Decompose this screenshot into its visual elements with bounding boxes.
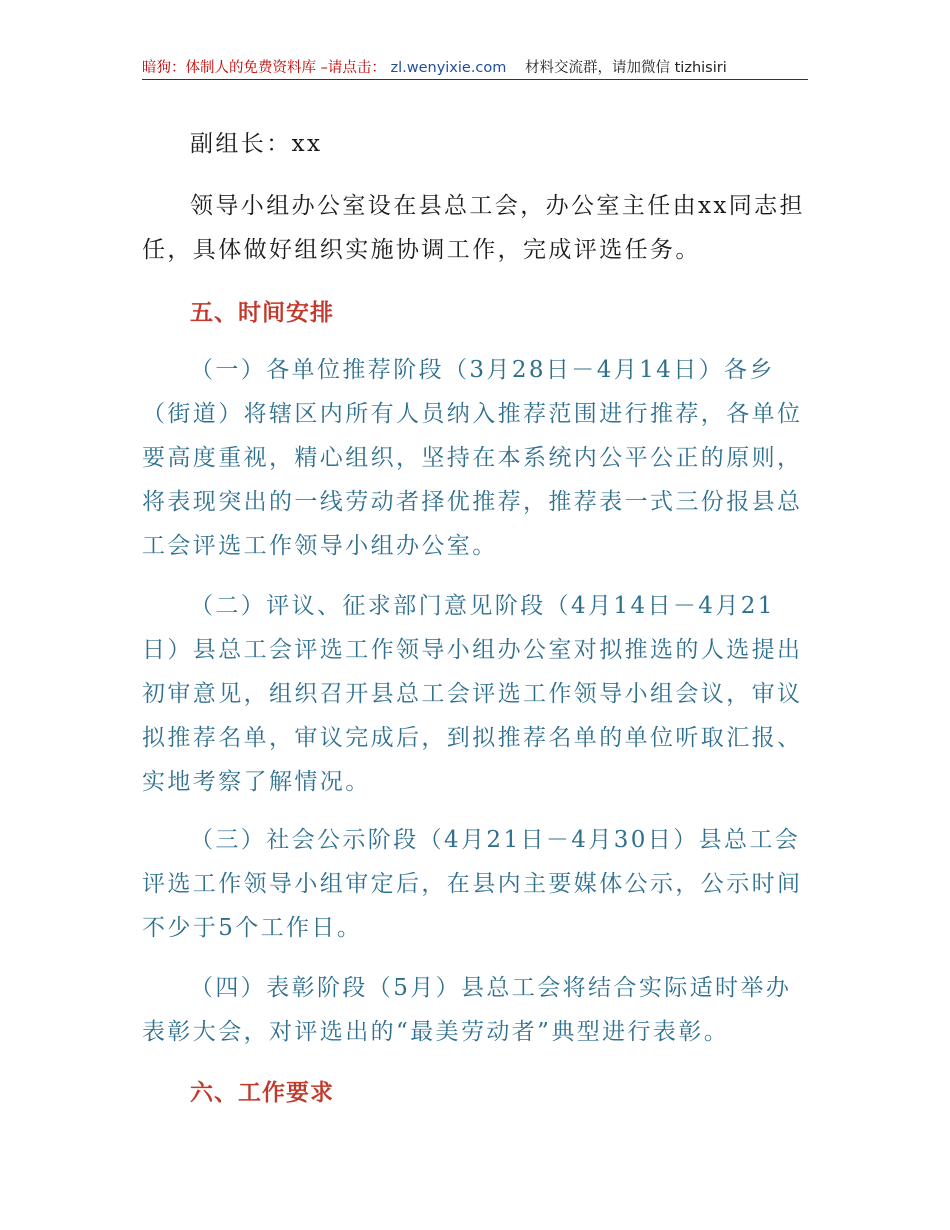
header-brand: 暗狗：体制人的免费资料库 — [142, 60, 316, 76]
section-5-heading: 五、时间安排 — [190, 300, 334, 326]
header-divider — [142, 79, 808, 80]
phase-1-paragraph: （一）各单位推荐阶段（3月28日－4月14日）各乡（街道）将辖区内所有人员纳入推荐范围进行推荐，各单位要高度重视，精心组织，坚持在本系统内公平公正的原则，将表现突出的一线劳动者择优推荐，推荐表一式三份报县总工会评选工作领导小组办公室。 — [142, 357, 803, 559]
header-prompt: –请点击： — [320, 60, 386, 76]
page-header — [142, 56, 808, 80]
header-url-link[interactable]: zl.wenyixie.com — [390, 60, 507, 76]
deputy-leader-line: 副组长：xx — [190, 131, 323, 157]
header-contact: 材料交流群，请加微信 tizhisiri — [525, 60, 727, 76]
office-paragraph: 领导小组办公室设在县总工会，办公室主任由xx同志担任，具体做好组织实施协调工作，完成评选任务。 — [142, 193, 805, 263]
section-6-heading: 六、工作要求 — [190, 1080, 334, 1106]
phase-3-paragraph: （三）社会公示阶段（4月21日－4月30日）县总工会评选工作领导小组审定后，在县内主要媒体公示，公示时间不少于5个工作日。 — [142, 827, 803, 941]
phase-2-paragraph: （二）评议、征求部门意见阶段（4月14日－4月21日）县总工会评选工作领导小组办公室对拟推选的人选提出初审意见，组织召开县总工会评选工作领导小组会议，审议拟推荐名单，审议完成后，到拟推荐名单的单位听取汇报、实地考察了解情况。 — [142, 593, 803, 795]
phase-4-paragraph: （四）表彰阶段（5月）县总工会将结合实际适时举办表彰大会，对评选出的“最美劳动者”典型进行表彰。 — [142, 975, 792, 1045]
